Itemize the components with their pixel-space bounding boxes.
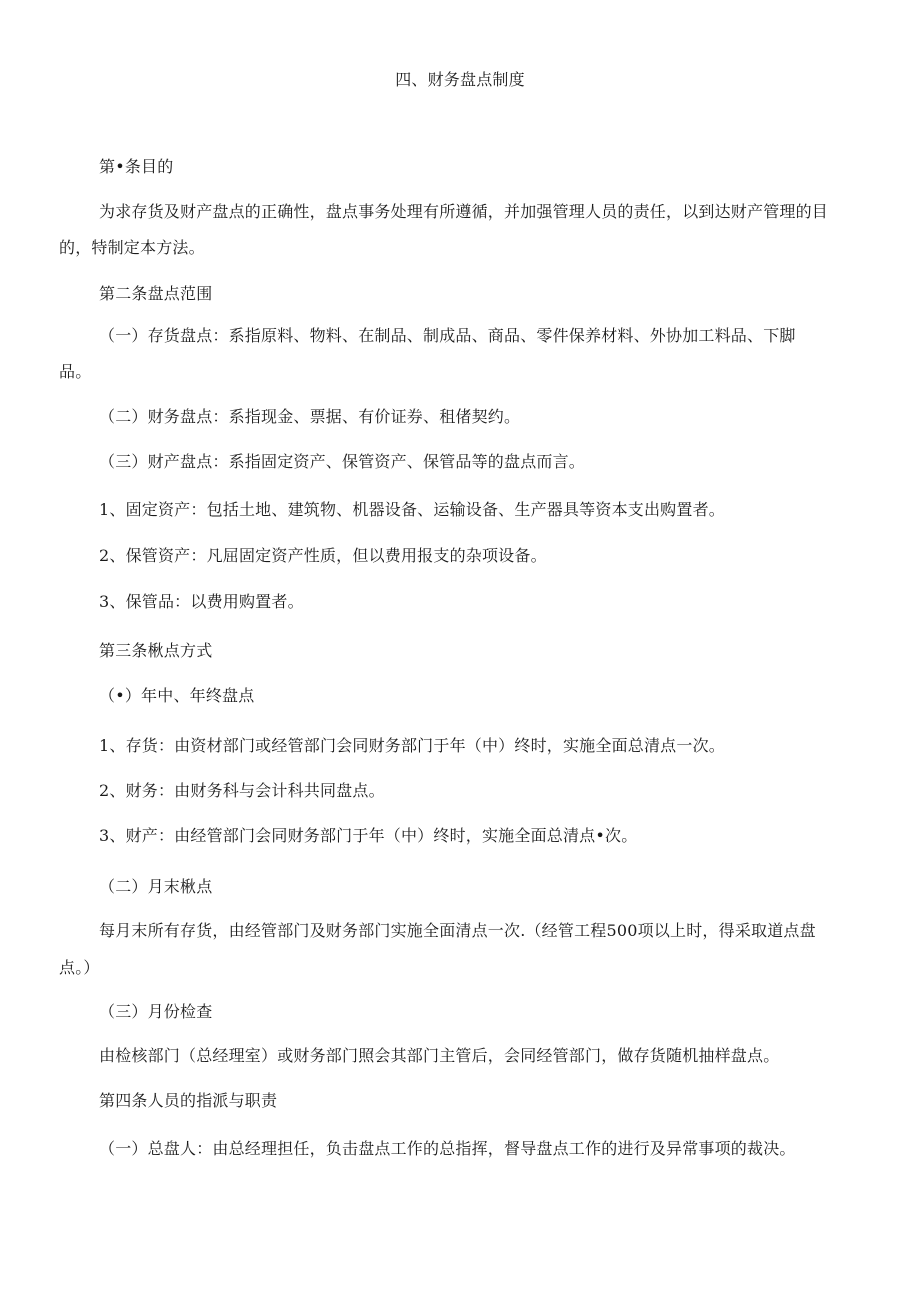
- article-3-s1-item-1: 1、存货：由资材部门或经管部门会同财务部门于年（中）终时，实施全面总清点一次。: [99, 736, 725, 755]
- article-3-s1-item-2: 2、财务：由财务科与会计科共同盘点。: [99, 781, 385, 800]
- article-3-s1-item-3: 3、财产：由经管部门会同财务部门于年（中）终时，实施全面总清点•次。: [99, 826, 638, 845]
- article-2-item-1-line-1: （一）存货盘点：系指原料、物料、在制品、制成品、商品、零件保养材料、外协加工料品、下脚: [99, 326, 796, 345]
- article-4-heading: 第四条人员的指派与职责: [99, 1091, 278, 1110]
- article-3-section-1: （•）年中、年终盘点: [99, 686, 255, 705]
- article-1-heading: 第•条目的: [99, 157, 174, 176]
- article-2-sub-2: 2、保管资产：凡屈固定资产性质，但以费用报支的杂项设备。: [99, 546, 547, 565]
- article-1-body-line-1: 为求存货及财产盘点的正确性，盘点事务处理有所遵循，并加强管理人员的责任，以到达财产管理的目: [99, 202, 829, 221]
- article-3-s2-line-2: 点。）: [59, 958, 100, 977]
- article-3-s3-line-1: 由检核部门（总经理室）或财务部门照会其部门主管后，会同经管部门，做存货随机抽样盘点。: [99, 1046, 780, 1065]
- article-2-sub-3: 3、保管品：以费用购置者。: [99, 592, 304, 611]
- article-3-s2-line-1: 每月末所有存货，由经管部门及财务部门实施全面清点一次.（经管工程500项以上时，得采取道点盘: [99, 921, 816, 940]
- article-4-item-1: （一）总盘人：由总经理担任，负击盘点工作的总指挥，督导盘点工作的进行及异常事项的裁决。: [99, 1139, 796, 1158]
- article-3-section-3: （三）月份检查: [99, 1002, 213, 1021]
- article-2-sub-1: 1、固定资产：包括土地、建筑物、机器设备、运输设备、生产器具等资本支出购置者。: [99, 500, 725, 519]
- article-2-heading: 第二条盘点范围: [99, 284, 213, 303]
- article-2-item-1-line-2: 品。: [59, 362, 92, 381]
- page-title: 四、财务盘点制度: [395, 70, 525, 89]
- article-2-item-3: （三）财产盘点：系指固定资产、保管资产、保管品等的盘点而言。: [99, 452, 586, 471]
- article-1-body-line-2: 的，特制定本方法。: [59, 238, 205, 257]
- article-3-heading: 第三条楸点方式: [99, 641, 213, 660]
- article-3-section-2: （二）月末楸点: [99, 877, 213, 896]
- article-2-item-2: （二）财务盘点：系指现金、票据、有价证券、租偖契约。: [99, 407, 521, 426]
